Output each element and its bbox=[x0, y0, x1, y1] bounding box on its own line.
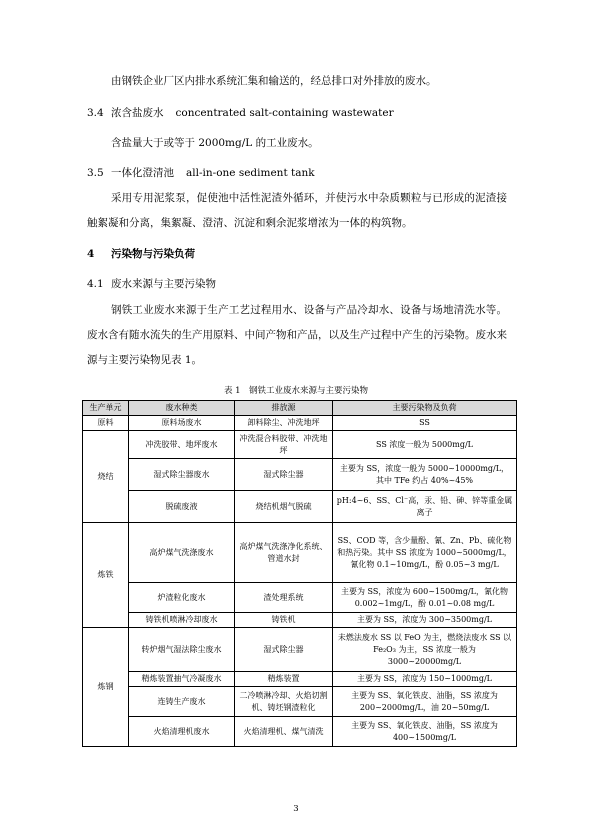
header-pollutant: 主要污染物及负荷 bbox=[333, 401, 517, 416]
table-row bbox=[83, 523, 517, 583]
section-3-5-heading bbox=[87, 166, 315, 181]
cell-type: 高炉煤气洗涤废水 bbox=[129, 523, 235, 583]
cell-source: 冲洗混合料胶带、冲洗地坪 bbox=[235, 431, 333, 459]
paragraph-4-1: 钢铁工业废水来源于生产工艺过程用水、设备与产品冷却水、设备与场地清洗水等。废水含有随水流失的生产用原料、中间产物和产品，以及生产过程中产生的污染物。废水来源与主要污染物见表 1。 bbox=[87, 304, 507, 366]
section-4-heading bbox=[87, 247, 195, 262]
cell-type: 火焰清理机废水 bbox=[129, 717, 235, 747]
cell-source: 二冷喷淋冷却、火焰切割机、铸坯钢渣粒化 bbox=[235, 687, 333, 717]
section-number: 4 bbox=[87, 248, 95, 260]
table-row bbox=[83, 628, 517, 672]
cell-source: 铸铁机 bbox=[235, 613, 333, 628]
section-title-zh: 浓含盐废水 bbox=[111, 107, 164, 119]
cell-source: 高炉煤气洗涤净化系统、管道水封 bbox=[235, 523, 333, 583]
table-row bbox=[83, 583, 517, 613]
cell-type: 铸铁机喷淋冷却废水 bbox=[129, 613, 235, 628]
section-number: 3.5 bbox=[87, 167, 104, 179]
section-title: 污染物与污染负荷 bbox=[111, 248, 195, 260]
cell-unit: 炼钢 bbox=[83, 628, 129, 747]
cell-pollutant: SS bbox=[333, 416, 517, 431]
cell-type: 转炉烟气湿法除尘废水 bbox=[129, 628, 235, 672]
header-type: 废水种类 bbox=[129, 401, 235, 416]
cell-pollutant: SS 浓度一般为 5000mg/L bbox=[333, 431, 517, 459]
table-caption: 表 1 钢铁工业废水来源与主要污染物 bbox=[223, 386, 369, 396]
table-row bbox=[83, 687, 517, 717]
cell-source: 烧结机烟气脱硫 bbox=[235, 491, 333, 523]
cell-pollutant: 主要为 SS，浓度为 150~1000mg/L bbox=[333, 672, 517, 687]
table-row bbox=[83, 431, 517, 459]
section-title: 废水来源与主要污染物 bbox=[111, 278, 216, 290]
section-4-1-heading bbox=[87, 277, 216, 292]
cell-type: 连铸生产废水 bbox=[129, 687, 235, 717]
section-number: 4.1 bbox=[87, 278, 104, 290]
definition-3-4: 含盐量大于或等于 2000mg/L 的工业废水。 bbox=[111, 137, 319, 149]
cell-type: 精炼装置抽气冷凝废水 bbox=[129, 672, 235, 687]
wastewater-table bbox=[82, 400, 517, 747]
cell-pollutant: pH:4~6、SS、Cl⁻高，汞、铅、砷、锌等重金属离子 bbox=[333, 491, 517, 523]
cell-type: 原料场废水 bbox=[129, 416, 235, 431]
table-row bbox=[83, 613, 517, 628]
cell-unit: 原料 bbox=[83, 416, 129, 431]
cell-type: 脱硫废液 bbox=[129, 491, 235, 523]
cell-pollutant: SS、COD 等，含少量酚、氰、Zn、Pb、硫化物和热污染。其中 SS 浓度为 1000~5000mg/L，氰化物 0.1~10mg/L，酚 0.05~3 mg/L bbox=[333, 523, 517, 583]
table-row bbox=[83, 416, 517, 431]
table-row bbox=[83, 491, 517, 523]
table-row bbox=[83, 459, 517, 491]
cell-pollutant: 主要为 SS，浓度为 300~3500mg/L bbox=[333, 613, 517, 628]
section-title-en: concentrated salt-containing wastewater bbox=[175, 107, 394, 119]
table-row bbox=[83, 672, 517, 687]
table-row bbox=[83, 717, 517, 747]
cell-pollutant: 主要为 SS，浓度为 600~1500mg/L，氰化物 0.002~1mg/L，酚 0.01~0.08 mg/L bbox=[333, 583, 517, 613]
page-number: 3 bbox=[293, 804, 299, 814]
intro-line: 由钢铁企业厂区内排水系统汇集和输送的，经总排口对外排放的废水。 bbox=[111, 75, 437, 87]
cell-pollutant: 主要为 SS、氧化铁皮、油脂，SS 浓度为 200~2000mg/L，油 20~50mg/L bbox=[333, 687, 517, 717]
definition-3-5: 采用专用泥浆泵，促使池中活性泥渣外循环，并使污水中杂质颗粒与已形成的泥渣接触絮凝和分离，集絮凝、澄清、沉淀和剩余泥浆增浓为一体的构筑物。 bbox=[87, 192, 507, 229]
cell-pollutant: 主要为 SS、氧化铁皮、油脂，SS 浓度为 400~1500mg/L bbox=[333, 717, 517, 747]
section-number: 3.4 bbox=[87, 107, 104, 119]
section-3-4-heading bbox=[87, 106, 394, 121]
section-title-zh: 一体化澄清池 bbox=[111, 167, 174, 179]
cell-type: 冲洗胶带、地坪废水 bbox=[129, 431, 235, 459]
header-unit: 生产单元 bbox=[83, 401, 129, 416]
cell-unit: 炼铁 bbox=[83, 523, 129, 628]
section-title-en: all-in-one sediment tank bbox=[186, 167, 315, 179]
cell-source: 湿式除尘器 bbox=[235, 628, 333, 672]
cell-type: 炉渣粒化废水 bbox=[129, 583, 235, 613]
cell-source: 渣处理系统 bbox=[235, 583, 333, 613]
table-header-row bbox=[83, 401, 517, 416]
cell-unit: 烧结 bbox=[83, 431, 129, 523]
cell-source: 精炼装置 bbox=[235, 672, 333, 687]
cell-source: 火焰清理机、煤气清洗 bbox=[235, 717, 333, 747]
header-source: 排放源 bbox=[235, 401, 333, 416]
cell-type: 湿式除尘器废水 bbox=[129, 459, 235, 491]
cell-source: 湿式除尘器 bbox=[235, 459, 333, 491]
cell-pollutant: 主要为 SS，浓度一般为 5000~10000mg/L，其中 TFe 约占 40%~45% bbox=[333, 459, 517, 491]
cell-source: 卸料除尘、冲洗地坪 bbox=[235, 416, 333, 431]
cell-pollutant: 未燃法废水 SS 以 FeO 为主，燃烧法废水 SS 以 Fe₂O₃ 为主，SS 浓度一般为 3000~20000mg/L bbox=[333, 628, 517, 672]
